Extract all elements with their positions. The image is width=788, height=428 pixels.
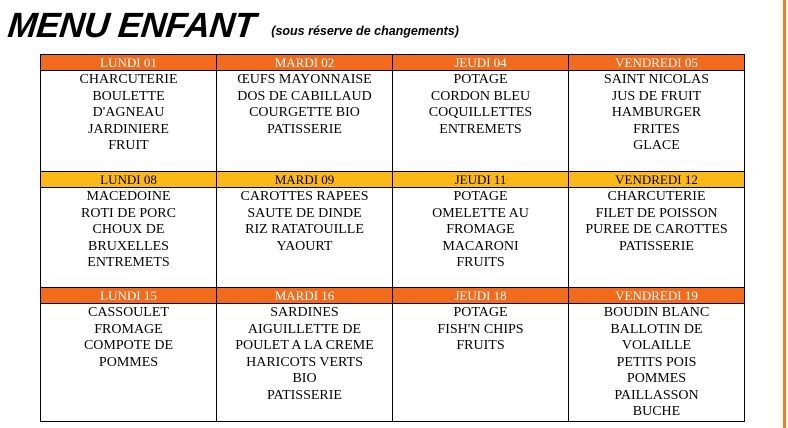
day-header: JEUDI 18: [393, 288, 569, 304]
menu-item: AIGUILLETTE DE: [247, 321, 362, 337]
menu-item: BALLOTIN DE: [610, 321, 703, 337]
menu-item: RIZ RATATOUILLE: [245, 222, 364, 237]
menu-item: FROMAGE: [94, 321, 163, 337]
menu-item: HARICOTS VERTS: [246, 354, 363, 370]
menu-item: FILET DE POISSON: [595, 205, 718, 221]
week-header-row: [41, 55, 745, 71]
menu-item: BIO: [292, 371, 317, 386]
menu-item: ROTI DE PORC: [81, 205, 176, 221]
day-header: MARDI 16: [217, 288, 393, 304]
day-menu-cell: [393, 188, 569, 288]
menu-item: CAROTTES RAPEES: [240, 189, 369, 204]
menu-item: COURGETTE BIO: [249, 105, 360, 120]
menu-item: POMMES: [626, 371, 687, 386]
menu-item: COMPOTE DE: [83, 338, 174, 353]
menu-item: BOUDIN BLANC: [603, 305, 710, 320]
menu-item: PETITS POIS: [616, 354, 697, 370]
menu-item: MACARONI: [442, 238, 519, 254]
menu-item: CHARCUTERIE: [607, 189, 706, 204]
day-menu-cell: [217, 188, 393, 288]
menu-item: BUCHE: [632, 404, 681, 419]
day-header: LUNDI 08: [41, 172, 217, 188]
page-header: [8, 6, 459, 46]
day-header: VENDREDI 12: [569, 172, 745, 188]
day-menu-cell: [569, 304, 745, 422]
menu-item: COQUILLETTES: [428, 105, 533, 120]
day-menu-cell: [41, 188, 217, 288]
week-menu-row: [41, 304, 745, 422]
page-subtitle: (sous réserve de changements): [271, 24, 459, 38]
menu-item: MACEDOINE: [86, 189, 171, 204]
menu-item: PATISSERIE: [267, 387, 342, 403]
menu-item: CASSOULET: [88, 305, 169, 320]
menu-item: PUREE DE CAROTTES: [585, 222, 728, 237]
menu-item: ENTREMETS: [439, 121, 522, 137]
day-menu-cell: [569, 188, 745, 288]
day-header: LUNDI 01: [41, 55, 217, 71]
day-header: MARDI 09: [217, 172, 393, 188]
menu-item: BOULETTE: [92, 88, 165, 104]
menu-item: SAUTE DE DINDE: [247, 205, 362, 221]
menu-item: FROMAGE: [446, 222, 515, 237]
menu-item: JUS DE FRUIT: [611, 88, 702, 104]
menu-item: JARDINIERE: [88, 121, 169, 137]
menu-item: YAOURT: [276, 238, 333, 254]
day-menu-cell: [41, 304, 217, 422]
menu-item: POTAGE: [453, 305, 508, 320]
menu-item: CHOUX DE: [92, 222, 165, 237]
menu-item: ŒUFS MAYONNAISE: [237, 72, 372, 87]
week-menu-row: [41, 71, 745, 172]
day-menu-cell: [41, 71, 217, 172]
menu-item: D'AGNEAU: [92, 105, 165, 120]
menu-item: FRUIT: [108, 138, 149, 153]
day-header: VENDREDI 19: [569, 288, 745, 304]
menu-item: GLACE: [633, 138, 680, 153]
day-menu-cell: [393, 71, 569, 172]
day-header: JEUDI 04: [393, 55, 569, 71]
menu-item: POTAGE: [453, 189, 508, 204]
day-header: MARDI 02: [217, 55, 393, 71]
day-header: VENDREDI 05: [569, 55, 745, 71]
day-header: LUNDI 15: [41, 288, 217, 304]
menu-item: FRUITS: [456, 338, 505, 353]
menu-item: DOS DE CABILLAUD: [237, 88, 372, 104]
page-edge-accent: [783, 0, 786, 428]
menu-item: PAILLASSON: [614, 387, 699, 403]
page-title: MENU ENFANT: [6, 6, 258, 45]
menu-item: FRUITS: [456, 255, 505, 270]
menu-item: SARDINES: [270, 305, 339, 320]
menu-table: [40, 54, 745, 422]
day-menu-cell: [217, 304, 393, 422]
menu-item: OMELETTE AU: [432, 205, 529, 221]
menu-item: CORDON BLEU: [430, 88, 531, 104]
menu-item: SAINT NICOLAS: [603, 72, 710, 87]
menu-item: PATISSERIE: [619, 238, 694, 254]
day-menu-cell: [393, 304, 569, 422]
menu-item: VOLAILLE: [621, 338, 692, 353]
menu-item: PATISSERIE: [267, 121, 342, 137]
menu-item: CHARCUTERIE: [79, 72, 178, 87]
day-menu-cell: [217, 71, 393, 172]
menu-item: POTAGE: [453, 72, 508, 87]
week-menu-row: [41, 188, 745, 288]
day-header: JEUDI 11: [393, 172, 569, 188]
menu-item: POMMES: [98, 354, 159, 370]
menu-item: FRITES: [633, 121, 680, 137]
week-header-row: [41, 172, 745, 188]
day-menu-cell: [569, 71, 745, 172]
week-header-row: [41, 288, 745, 304]
menu-item: FISH'N CHIPS: [437, 321, 524, 337]
menu-item: ENTREMETS: [87, 255, 170, 270]
menu-item: BRUXELLES: [88, 238, 169, 254]
menu-item: POULET A LA CREME: [235, 338, 374, 353]
menu-item: HAMBURGER: [611, 105, 702, 120]
